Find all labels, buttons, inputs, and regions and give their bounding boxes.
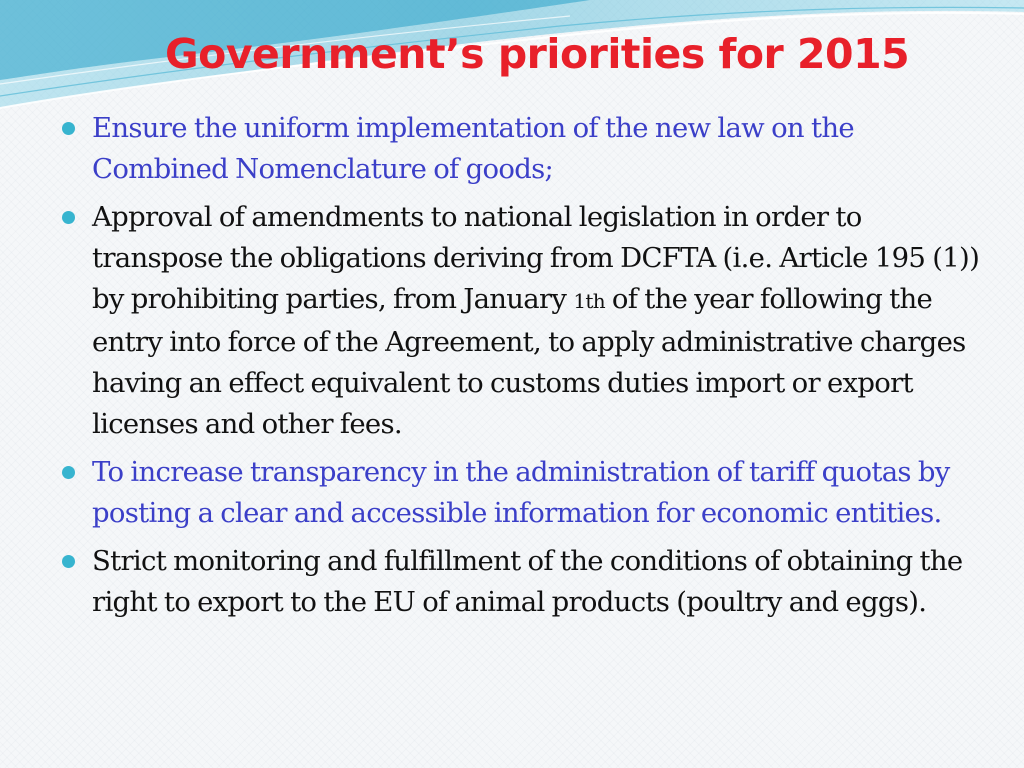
bullet-text-2-ordinal: 1th <box>573 289 605 313</box>
bullet-list <box>62 108 982 630</box>
bullet-dot-icon <box>62 211 75 224</box>
bullet-item-1 <box>62 108 982 190</box>
bullet-text-1: Ensure the uniform implementation of the new law on the Combined Nomenclature of goods; <box>92 112 854 185</box>
bullet-text-3: To increase transparency in the administration of tariff quotas by posting a clear and accessible information for economic entities. <box>92 456 950 529</box>
bullet-text-2-before: Approval of amendments to national legislation in order to transpose the obligations deriving from DCFTA (i.e. Article 195 (1)) by prohibiting parties, from January <box>92 201 980 315</box>
bullet-text-4: Strict monitoring and fulfillment of the conditions of obtaining the right to export to the EU of animal products (poultry and eggs). <box>92 545 963 618</box>
bullet-dot-icon <box>62 122 75 135</box>
bullet-item-4 <box>62 541 982 623</box>
slide-title: Government’s priorities for 2015 <box>165 30 910 78</box>
bullet-text-2-after: of the year following the entry into force of the Agreement, to apply administrative charges having an effect equivalent to customs duties import or export licenses and other fees. <box>92 283 966 440</box>
bullet-item-2 <box>62 197 982 445</box>
bullet-dot-icon <box>62 466 75 479</box>
bullet-dot-icon <box>62 555 75 568</box>
bullet-item-3 <box>62 452 982 534</box>
